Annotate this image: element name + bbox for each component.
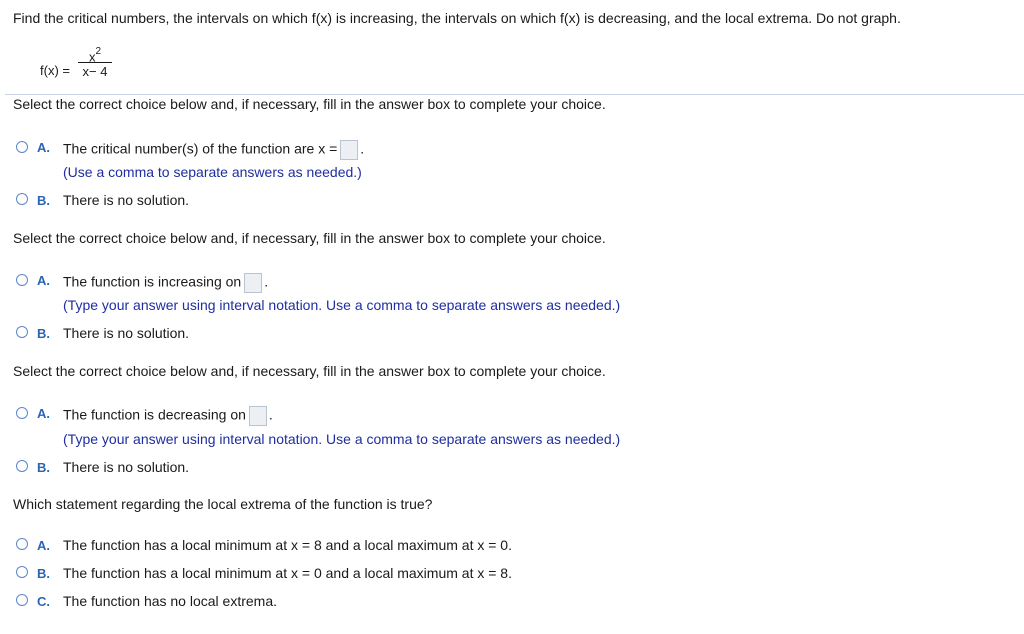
fraction-numerator: $x^2$ [88,46,102,65]
question-4-instruction: Which statement regarding the local extrema of the function is true? [13,496,433,512]
q3-answer-box[interactable] [249,406,267,426]
q3-option-b-text: There is no solution. [63,459,190,475]
q4-option-b-radio[interactable] [16,566,28,578]
q2-option-b-radio[interactable] [16,326,28,338]
q2-option-a-letter: A. [37,273,50,288]
q1-option-a-text: The critical number(s) of the function are x = . [63,140,364,160]
q1-answer-box[interactable] [340,140,358,160]
q4-option-a-text: The function has a local minimum at x = 8 and a local maximum at x = 0. [63,537,512,553]
q3-option-a-letter: A. [37,406,50,421]
q2-option-a-radio[interactable] [16,274,28,286]
q1-option-a-radio[interactable] [16,141,28,153]
problem-prompt: Find the critical numbers, the intervals on which f(x) is increasing, the intervals on which f(x) is decreasing, and the local extrema. Do not graph. [13,10,901,26]
q3-option-a-hint: (Type your answer using interval notation. Use a comma to separate answers as needed.) [63,431,621,447]
q2-option-b-letter: B. [37,326,50,341]
q4-option-c-letter: C. [37,594,50,609]
q4-option-b-text: The function has a local minimum at x = 0 and a local maximum at x = 8. [63,565,512,581]
q3-option-b-letter: B. [37,460,50,475]
q4-option-b-letter: B. [37,566,50,581]
q4-option-a-radio[interactable] [16,538,28,550]
q1-option-b-text: There is no solution. [63,192,190,208]
q2-option-a-hint: (Type your answer using interval notation. Use a comma to separate answers as needed.) [63,297,621,313]
q3-option-b-radio[interactable] [16,460,28,472]
section-divider [5,94,1024,95]
q3-option-a-radio[interactable] [16,407,28,419]
question-3-instruction: Select the correct choice below and, if necessary, fill in the answer box to complete your choice. [13,363,606,379]
fraction-denominator: x− 4 [82,64,108,79]
q2-answer-box[interactable] [244,273,262,293]
q1-option-a-letter: A. [37,140,50,155]
question-1-instruction: Select the correct choice below and, if necessary, fill in the answer box to complete your choice. [13,96,606,112]
q2-option-b-text: There is no solution. [63,325,190,341]
q3-option-a-text: The function is decreasing on . [63,406,273,426]
function-fraction [78,45,112,80]
q4-option-a-letter: A. [37,538,50,553]
q1-option-b-radio[interactable] [16,193,28,205]
question-2-instruction: Select the correct choice below and, if necessary, fill in the answer box to complete your choice. [13,230,606,246]
q2-option-a-text: The function is increasing on . [63,273,268,293]
q1-option-a-hint: (Use a comma to separate answers as needed.) [63,164,362,180]
function-label: f(x) = [40,63,70,78]
q4-option-c-radio[interactable] [16,594,28,606]
q1-option-b-letter: B. [37,193,50,208]
q4-option-c-text: The function has no local extrema. [63,593,278,609]
